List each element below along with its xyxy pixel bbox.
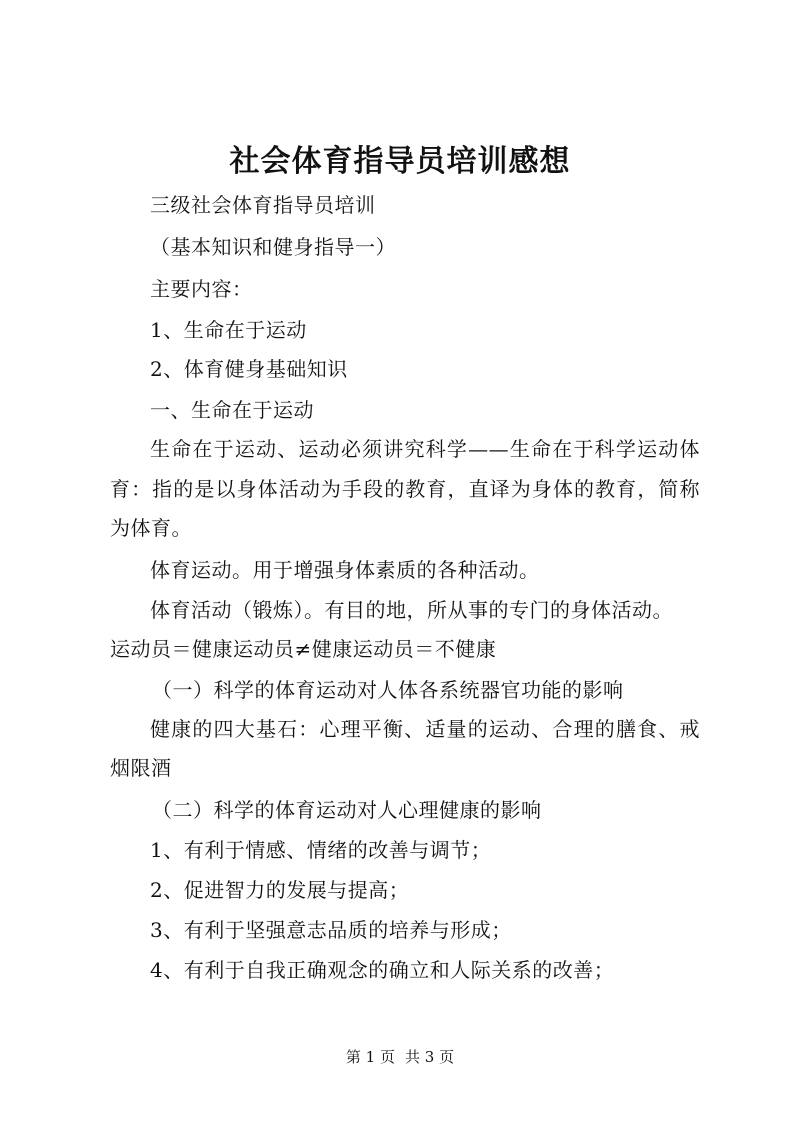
page-number: 第 1 页 xyxy=(345,1048,395,1066)
section-heading: （二）科学的体育运动对人心理健康的影响 xyxy=(152,798,542,822)
paragraph-line: 为体育。 xyxy=(110,516,192,540)
text-line: 1、有利于情感、情绪的改善与调节； xyxy=(150,838,492,862)
section-heading: （一）科学的体育运动对人体各系统器官功能的影响 xyxy=(152,678,624,702)
text-line: 2、促进智力的发展与提高； xyxy=(150,878,410,902)
text-line: 三级社会体育指导员培训 xyxy=(150,193,376,217)
text-line: 主要内容： xyxy=(150,277,253,301)
paragraph-line: 烟限酒 xyxy=(110,756,172,780)
paragraph-line: 健康的四大基石：心理平衡、适量的运动、合理的膳食、戒 xyxy=(150,717,700,741)
page-total: 共 3 页 xyxy=(405,1048,455,1066)
document-title: 社会体育指导员培训感想 xyxy=(229,144,571,179)
paragraph-line: 运动员＝健康运动员≠健康运动员＝不健康 xyxy=(110,637,497,661)
text-line: 一、生命在于运动 xyxy=(150,398,314,422)
paragraph-line: 育：指的是以身体活动为手段的教育，直译为身体的教育，简称 xyxy=(110,477,700,501)
page-footer xyxy=(0,1047,800,1067)
text-line: 3、有利于坚强意志品质的培养与形成； xyxy=(150,918,512,942)
paragraph-line: 生命在于运动、运动必须讲究科学——生命在于科学运动体 xyxy=(150,437,700,461)
text-line: （基本知识和健身指导一） xyxy=(150,235,396,259)
paragraph-line: 体育活动（锻炼）。有目的地，所从事的专门的身体活动。 xyxy=(150,598,673,622)
paragraph-line: 体育运动。用于增强身体素质的各种活动。 xyxy=(150,558,540,582)
text-line: 1、生命在于运动 xyxy=(150,318,307,342)
text-line: 2、体育健身基础知识 xyxy=(150,357,348,381)
text-line: 4、有利于自我正确观念的确立和人际关系的改善； xyxy=(150,958,615,982)
